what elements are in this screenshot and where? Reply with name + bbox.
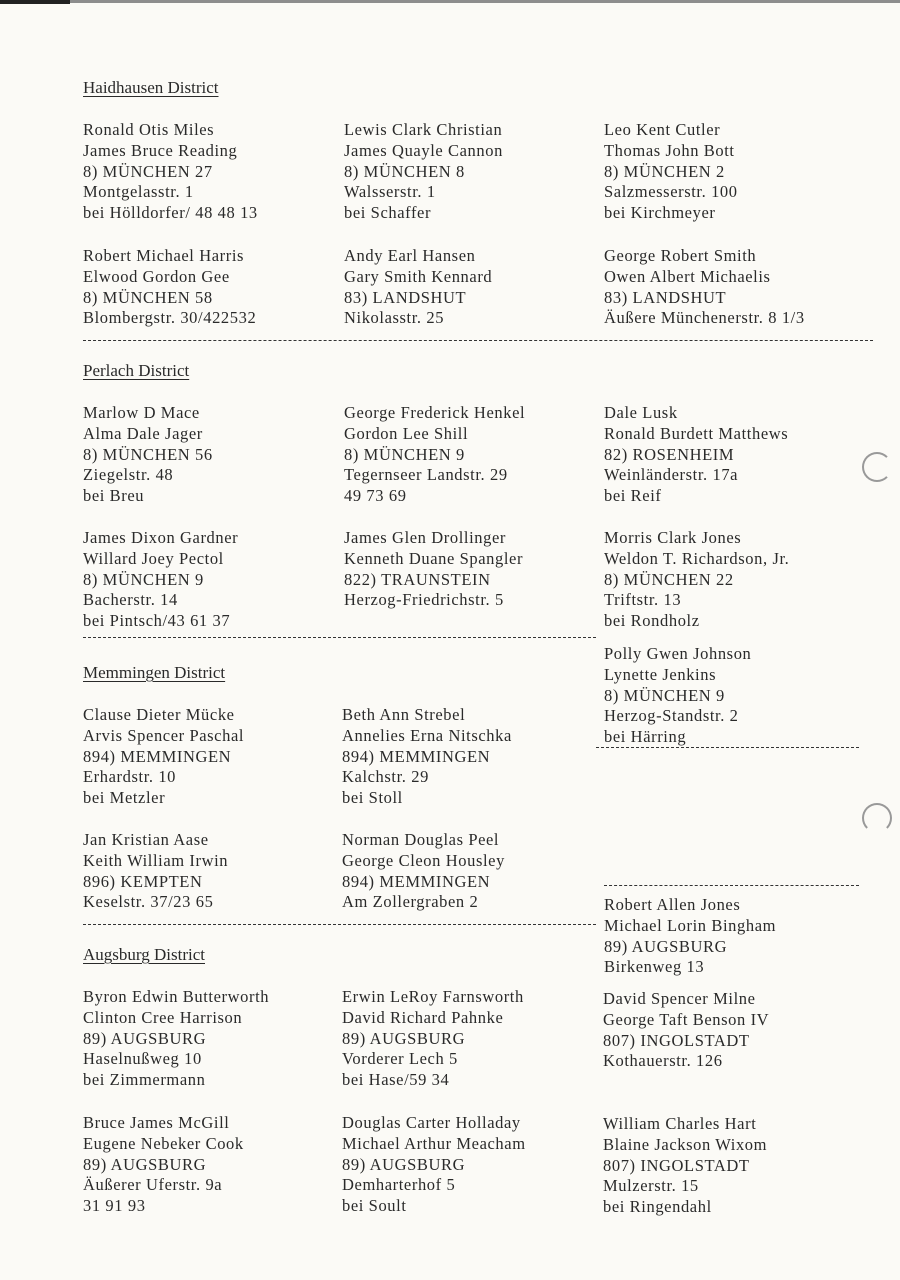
- address-line: George Robert Smith: [604, 246, 757, 265]
- address-line: bei Zimmermann: [83, 1070, 206, 1090]
- address-line: 8) MÜNCHEN 56: [83, 444, 213, 464]
- address-line: bei Schaffer: [344, 203, 432, 223]
- address-line: Ziegelstr. 48: [83, 465, 174, 485]
- address-line: bei Stoll: [342, 788, 403, 808]
- address-line: Weinländerstr. 17a: [604, 465, 739, 485]
- address-line: 894) MEMMINGEN: [342, 871, 491, 891]
- address-line: Blaine Jackson Wixom: [603, 1134, 768, 1154]
- address-line: bei Soult: [342, 1196, 407, 1216]
- address-block: [603, 989, 769, 1072]
- address-line: 89) AUGSBURG: [83, 1154, 207, 1174]
- address-line: Kalchstr. 29: [342, 767, 429, 787]
- address-block: [604, 246, 805, 329]
- address-line: 8) MÜNCHEN 8: [344, 161, 465, 181]
- address-line: 807) INGOLSTADT: [603, 1030, 750, 1050]
- address-line: Erwin LeRoy Farnsworth: [342, 987, 524, 1006]
- dashed-separator: [596, 747, 859, 748]
- address-line: Bruce James McGill: [83, 1113, 230, 1132]
- address-block: [344, 403, 525, 507]
- address-line: Weldon T. Richardson, Jr.: [604, 548, 790, 568]
- address-line: James Quayle Cannon: [344, 140, 503, 160]
- address-line: Beth Ann Strebel: [342, 705, 466, 724]
- address-line: Thomas John Bott: [604, 140, 735, 160]
- address-line: 8) MÜNCHEN 9: [604, 685, 725, 705]
- address-line: bei Rondholz: [604, 611, 700, 631]
- address-line: bei Kirchmeyer: [604, 203, 716, 223]
- address-block: [344, 528, 523, 611]
- address-line: Kothauerstr. 126: [603, 1051, 723, 1071]
- address-line: 8) MÜNCHEN 2: [604, 161, 725, 181]
- address-line: Dale Lusk: [604, 403, 678, 422]
- address-line: Nikolasstr. 25: [344, 308, 445, 328]
- address-line: Marlow D Mace: [83, 403, 200, 422]
- address-line: George Taft Benson IV: [603, 1009, 770, 1029]
- address-line: 31 91 93: [83, 1196, 146, 1216]
- address-line: 8) MÜNCHEN 9: [344, 444, 465, 464]
- address-line: Erhardstr. 10: [83, 767, 177, 787]
- address-line: Robert Allen Jones: [604, 895, 741, 914]
- address-line: Gordon Lee Shill: [344, 423, 469, 443]
- address-line: Norman Douglas Peel: [342, 830, 500, 849]
- dashed-separator: [83, 637, 596, 638]
- address-line: Ronald Burdett Matthews: [604, 423, 789, 443]
- address-line: Walsserstr. 1: [344, 182, 436, 202]
- address-line: Robert Michael Harris: [83, 246, 245, 265]
- address-line: Polly Gwen Johnson: [604, 644, 752, 663]
- address-line: 49 73 69: [344, 486, 407, 506]
- address-line: Leo Kent Cutler: [604, 120, 721, 139]
- district-heading-augsburg: Augsburg District: [83, 945, 205, 964]
- address-line: 82) ROSENHEIM: [604, 444, 735, 464]
- address-line: Lewis Clark Christian: [344, 120, 503, 139]
- address-block: [83, 403, 213, 507]
- address-block: [342, 830, 505, 913]
- district-heading-perlach: Perlach District: [83, 361, 190, 380]
- address-block: [83, 1113, 244, 1217]
- address-line: Am Zollergraben 2: [342, 892, 479, 912]
- address-line: bei Breu: [83, 486, 145, 506]
- address-line: Eugene Nebeker Cook: [83, 1133, 244, 1153]
- address-line: Alma Dale Jager: [83, 423, 203, 443]
- address-line: bei Reif: [604, 486, 662, 506]
- address-line: Äußere Münchenerstr. 8 1/3: [604, 308, 805, 328]
- address-line: Annelies Erna Nitschka: [342, 725, 512, 745]
- address-block: [83, 830, 228, 913]
- address-line: 83) LANDSHUT: [604, 287, 727, 307]
- address-block: [604, 528, 789, 632]
- address-block: [342, 705, 512, 809]
- address-line: Owen Albert Michaelis: [604, 266, 771, 286]
- address-line: Douglas Carter Holladay: [342, 1113, 521, 1132]
- address-line: Herzog-Friedrichstr. 5: [344, 590, 504, 610]
- address-line: 894) MEMMINGEN: [83, 746, 232, 766]
- address-line: bei Hase/59 34: [342, 1070, 450, 1090]
- address-line: 8) MÜNCHEN 27: [83, 161, 213, 181]
- scan-edge-mark: [0, 0, 70, 4]
- address-line: Michael Lorin Bingham: [604, 915, 777, 935]
- address-line: David Spencer Milne: [603, 989, 756, 1008]
- address-line: Byron Edwin Butterworth: [83, 987, 270, 1006]
- district-heading-haidhausen: Haidhausen District: [83, 78, 219, 97]
- address-line: James Bruce Reading: [83, 140, 238, 160]
- address-block: [344, 120, 503, 224]
- address-line: Andy Earl Hansen: [344, 246, 476, 265]
- address-line: Clause Dieter Mücke: [83, 705, 235, 724]
- address-line: Salzmesserstr. 100: [604, 182, 738, 202]
- address-line: 8) MÜNCHEN 22: [604, 569, 734, 589]
- address-line: 896) KEMPTEN: [83, 871, 203, 891]
- address-line: 89) AUGSBURG: [342, 1028, 466, 1048]
- address-line: 83) LANDSHUT: [344, 287, 467, 307]
- address-line: Birkenweg 13: [604, 957, 705, 977]
- address-block: [604, 120, 738, 224]
- address-line: Keith William Irwin: [83, 850, 229, 870]
- address-block: [83, 705, 244, 809]
- address-block: [83, 528, 238, 632]
- address-line: Montgelasstr. 1: [83, 182, 194, 202]
- address-block: [342, 1113, 526, 1217]
- address-line: bei Ringendahl: [603, 1197, 712, 1217]
- address-block: [604, 403, 788, 507]
- address-line: Kenneth Duane Spangler: [344, 548, 524, 568]
- address-block: [342, 987, 524, 1091]
- address-line: 89) AUGSBURG: [604, 936, 728, 956]
- address-line: Lynette Jenkins: [604, 664, 717, 684]
- district-heading-memmingen: Memmingen District: [83, 663, 226, 682]
- address-block: [83, 246, 256, 329]
- address-block: [604, 895, 776, 978]
- address-line: Ronald Otis Miles: [83, 120, 215, 139]
- address-line: James Glen Drollinger: [344, 528, 506, 547]
- address-line: Vorderer Lech 5: [342, 1049, 458, 1069]
- address-line: bei Hölldorfer/ 48 48 13: [83, 203, 258, 223]
- dashed-separator: [83, 924, 596, 925]
- punch-hole-mark: [862, 803, 892, 833]
- address-line: Clinton Cree Harrison: [83, 1007, 243, 1027]
- address-line: Jan Kristian Aase: [83, 830, 209, 849]
- address-line: 822) TRAUNSTEIN: [344, 569, 491, 589]
- address-line: 807) INGOLSTADT: [603, 1155, 750, 1175]
- address-line: Demharterhof 5: [342, 1175, 456, 1195]
- address-line: Willard Joey Pectol: [83, 548, 224, 568]
- address-block: [604, 644, 751, 748]
- address-line: bei Härring: [604, 727, 687, 747]
- address-line: Tegernseer Landstr. 29: [344, 465, 508, 485]
- address-line: James Dixon Gardner: [83, 528, 239, 547]
- address-line: Keselstr. 37/23 65: [83, 892, 214, 912]
- address-line: Herzog-Standstr. 2: [604, 706, 739, 726]
- punch-hole-mark: [862, 452, 892, 482]
- address-line: Arvis Spencer Paschal: [83, 725, 245, 745]
- dashed-separator: [604, 885, 859, 886]
- address-line: Michael Arthur Meacham: [342, 1133, 526, 1153]
- scan-edge-line: [0, 0, 900, 3]
- address-line: 8) MÜNCHEN 58: [83, 287, 213, 307]
- address-line: Äußerer Uferstr. 9a: [83, 1175, 223, 1195]
- address-line: Mulzerstr. 15: [603, 1176, 699, 1196]
- address-line: Triftstr. 13: [604, 590, 682, 610]
- address-block: [344, 246, 492, 329]
- address-line: George Cleon Housley: [342, 850, 505, 870]
- address-line: bei Metzler: [83, 788, 166, 808]
- address-line: 89) AUGSBURG: [342, 1154, 466, 1174]
- address-line: George Frederick Henkel: [344, 403, 526, 422]
- address-line: William Charles Hart: [603, 1114, 757, 1133]
- address-line: David Richard Pahnke: [342, 1007, 504, 1027]
- address-block: [83, 120, 258, 224]
- address-line: Morris Clark Jones: [604, 528, 742, 547]
- address-line: 8) MÜNCHEN 9: [83, 569, 204, 589]
- address-line: Elwood Gordon Gee: [83, 266, 230, 286]
- address-line: Haselnußweg 10: [83, 1049, 202, 1069]
- address-line: Blombergstr. 30/422532: [83, 308, 257, 328]
- dashed-separator: [83, 340, 873, 341]
- address-line: bei Pintsch/43 61 37: [83, 611, 231, 631]
- address-line: Gary Smith Kennard: [344, 266, 493, 286]
- address-line: Bacherstr. 14: [83, 590, 178, 610]
- address-line: 894) MEMMINGEN: [342, 746, 491, 766]
- address-line: 89) AUGSBURG: [83, 1028, 207, 1048]
- address-block: [83, 987, 269, 1091]
- address-block: [603, 1114, 767, 1218]
